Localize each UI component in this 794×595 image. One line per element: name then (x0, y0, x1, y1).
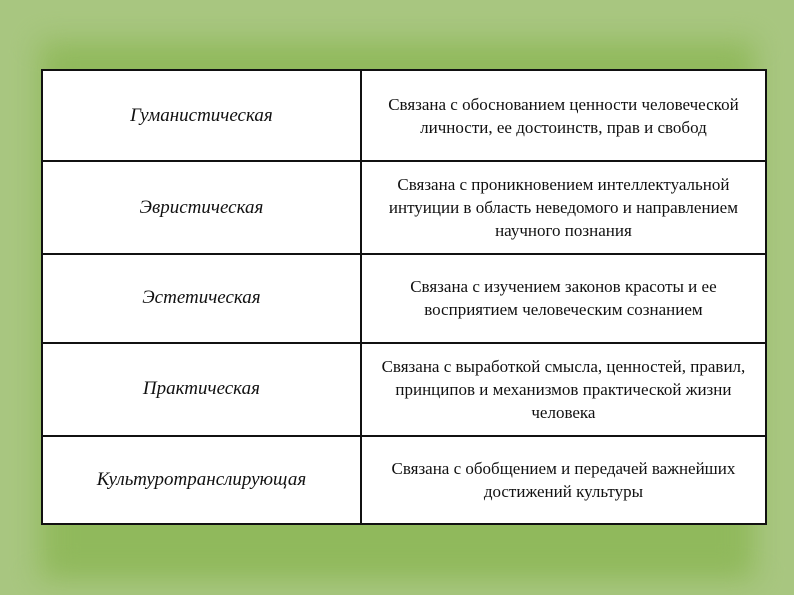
description-cell: Связана с изучением законов красоты и ее восприятием человеческим сознанием (361, 254, 766, 343)
table-row (42, 161, 766, 253)
table-row (42, 343, 766, 435)
description-cell: Связана с выработкой смысла, ценностей, правил, принципов и механизмов практической жизни человека (361, 343, 766, 435)
description-cell: Связана с обоснованием ценности человеческой личности, ее достоинств, прав и свобод (361, 70, 766, 161)
table-row (42, 436, 766, 524)
term-cell: Гуманистическая (42, 70, 361, 161)
description-cell: Связана с проникновением интеллектуальной интуиции в область неведомого и направлением научного познания (361, 161, 766, 253)
table-row (42, 70, 766, 161)
functions-table (41, 69, 767, 525)
description-cell: Связана с обобщением и передачей важнейших достижений культуры (361, 436, 766, 524)
table-row (42, 254, 766, 343)
term-cell: Эстетическая (42, 254, 361, 343)
term-cell: Эвристическая (42, 161, 361, 253)
term-cell: Практическая (42, 343, 361, 435)
term-cell: Культуротранслирующая (42, 436, 361, 524)
